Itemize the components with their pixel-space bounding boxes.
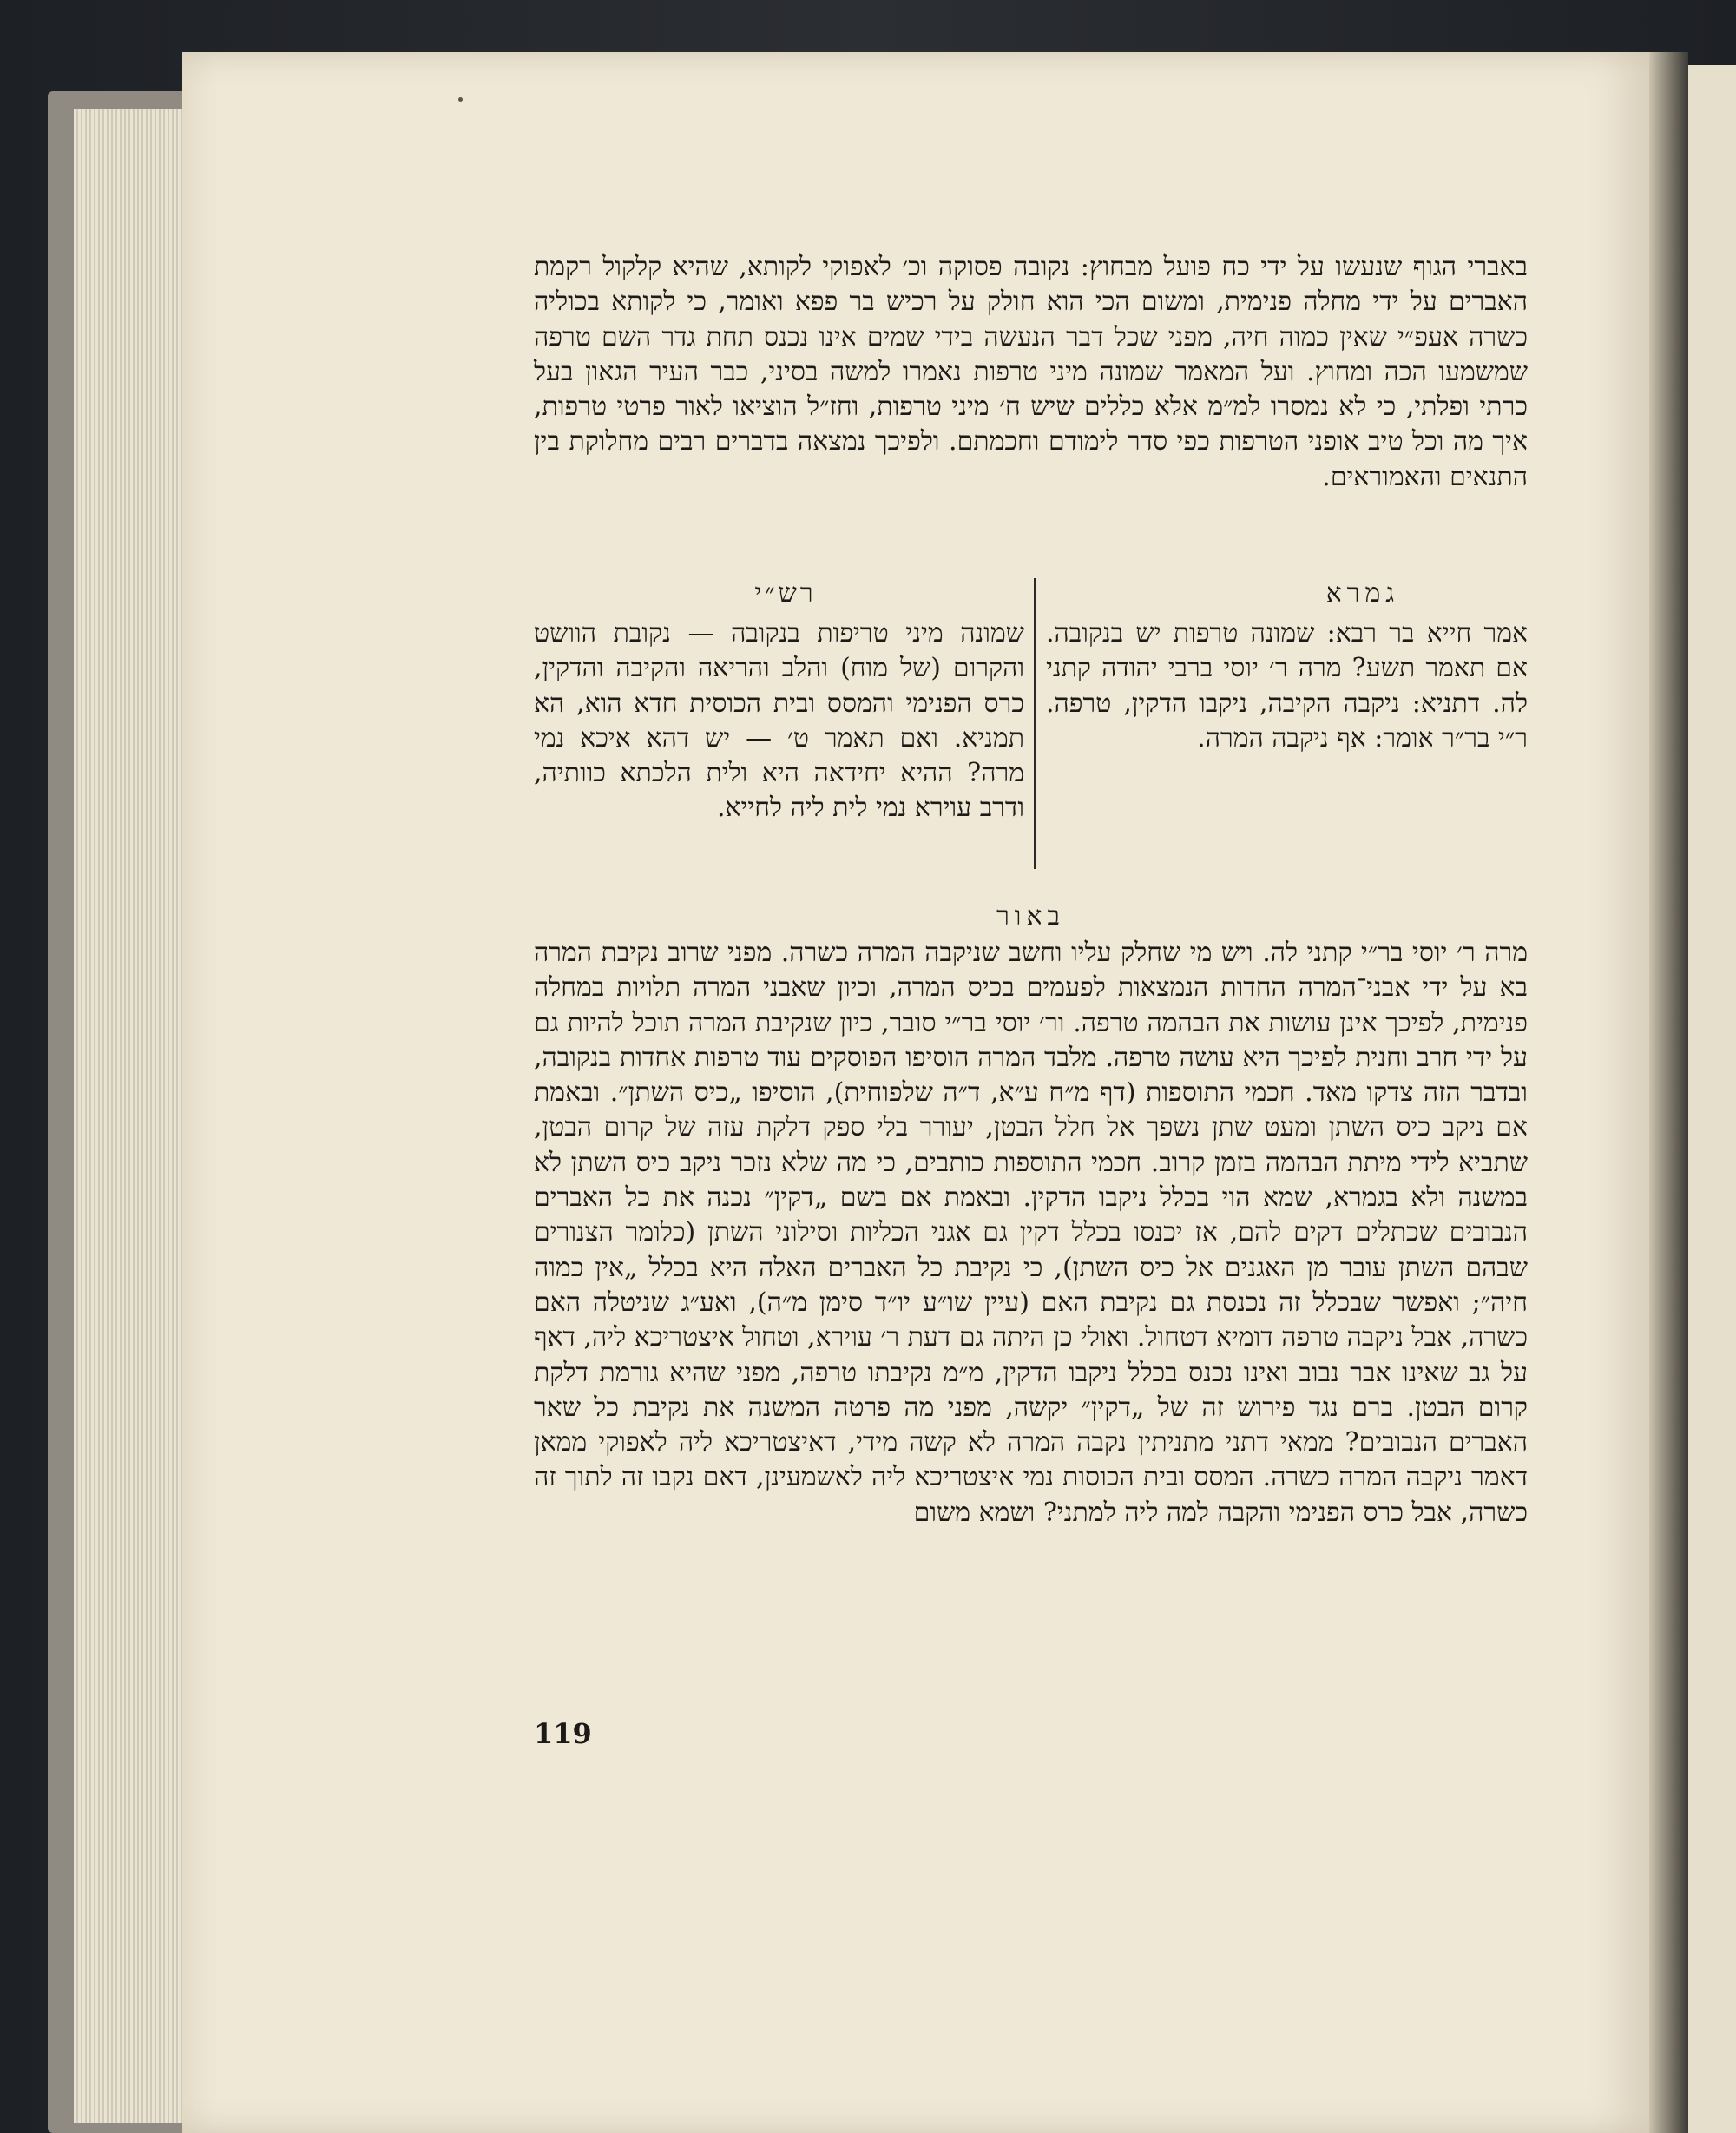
facing-page-edge <box>1688 65 1736 2133</box>
beur-text: מרה ר׳ יוסי בר״י קתני לה. ויש מי שחלק עליו וחשב שניקבה המרה כשרה. מפני שרוב נקיבת המרה בא על ידי אבני־המרה החדות הנמצאות לפעמים בכיס המרה, וכיון שאבני המרה תלויות במחלה פנימית, לפיכך אינן עושות את הבהמה טרפה. ור׳ יוסי בר״י סובר, כיון שנקיבת המרה תוכל להיות גם על ידי חרב וחנית לפיכך היא עושה טרפה. מלבד המרה הוסיפו הפוסקים עוד טרפות אחדות בנקובה, ובדבר הזה צדקו מאד. חכמי התוספות (דף מ״ח ע״א, ד״ה שלפוחית), הוסיפו „כיס השתן״. ובאמת אם ניקב כיס השתן ומעט שתן נשפך אל חלל הבטן, יעורר בלי ספק דלקת עזה של קרום הבטן, שתביא לידי מיתת הבהמה בזמן קרוב. חכמי התוספות כותבים, כי מה שלא נזכר ניקב כיס השתן לא במשנה ולא בגמרא, שמא הוי בכלל ניקבו הדקין. ובאמת אם בשם „דקין״ נכנה את כל האברים הנבובים שכתלים דקים להם, אז יכנסו בכלל דקין גם אגני הכליות וסילוני השתן (כלומר הצנורים שבהם השתן עובר מן האגנים אל כיס השתן), כי נקיבת כל האברים האלה היא בכלל „אין כמוה חיה״; ואפשר שבכלל זה נכנסת גם נקיבת האם (עיין שו״ע יו״ד סימן מ״ה), ואע״ג שניטלה האם כשרה, אבל ניקבה טרפה דומיא דטחול. ואולי כן היתה גם דעת ר׳ עוירא, וטחול איצטריכא ליה, דאף על גב שאינו אבר נבוב ואינו נכנס בכלל ניקבו הדקין, מ״מ נקיבתו טרפה, מפני שהיא גורמת דלקת קרום הבטן. ברם נגד פירוש זה של „דקין״ יקשה, מפני מה פרטה המשנה את נקיבת כל שאר האברים הנבובים? ממאי דתני מתניתין נקבה המרה לא קשה מידי, דאיצטריכא ליה לאפוקי ממאן דאמר ניקבה המרה כשרה. המסס ובית הכוסות נמי איצטריכא ליה לאשמעינן, דאם נקבו זה לתוך זה כשרה, אבל כרס הפנימי והקבה למה ליה למתני? ושמא משום <box>534 938 1528 1528</box>
gemara-heading: גמרא <box>1325 578 1400 609</box>
intro-text: באברי הגוף שנעשו על ידי כח פועל מבחוץ: נקובה פסוקה וכ׳ לאפוקי לקותא, שהיא קלקול רקמת האברים על ידי מחלה פנימית, ומשום הכי הוא חולק על רכיש בר פפא ואומר, כי לקותא בכוליה כשרה אעפ״י שאין כמוה חיה, מפני שכל דבר הנעשה בידי שמים אינו נכנס תחת גדר השם טרפה שמשמעו הכה ומחוץ. ועל המאמר שמונה מיני טרפות נאמרו למשה בסיני, כבר העיר הגאון בעל כרתי ופלתי, כי לא נמסרו למ״מ אלא כללים שיש ח׳ מיני טרפות, וחז״ל הוציאו לאור פרטי טרפות, איך מה וכל טיב אופני הטרפות כפי סדר לימודם וחכמתם. ולפיכך נמצאה בדברים רבים מחלוקת בין התנאים והאמוראים. <box>534 252 1528 492</box>
rashi-text: שמונה מיני טריפות בנקובה — נקובת הוושט והקרום (של מוח) והלב והריאה והקיבה והדקין, כרס הפנימי והמסס ובית הכוסית חדא הוא, הא תמניא. ואם תאמר ט׳ — יש דהא איכא נמי מרה? ההיא יחידאה היא ולית הלכתא כוותיה, ודרב עוירא נמי לית ליה לחייא. <box>534 618 1024 824</box>
gemara-column <box>1046 616 1528 756</box>
gemara-text: אמר חייא בר רבא: שמונה טרפות יש בנקובה. אם תאמר תשע? מרה ר׳ יוסי ברבי יהודה קתני לה. דתניא: ניקבה הקיבה, ניקבו הדקין, טרפה. ר״י בר״ר אומר: אף ניקבה המרה. <box>1046 618 1528 754</box>
page-number: 119 <box>534 1717 592 1750</box>
column-divider <box>1034 578 1036 869</box>
book-gutter <box>1649 52 1688 2133</box>
paper-speck <box>458 97 463 102</box>
beur-section <box>534 936 1528 1531</box>
beur-heading: באור <box>996 901 1065 932</box>
intro-paragraph <box>534 250 1528 495</box>
rashi-heading: רש״י <box>754 578 817 609</box>
rashi-column <box>534 616 1024 826</box>
